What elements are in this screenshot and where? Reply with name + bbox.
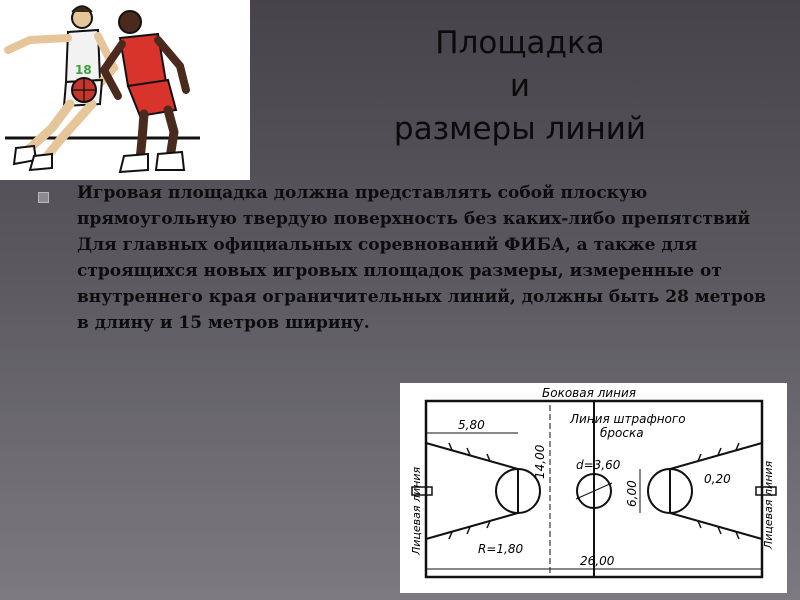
dim-width: 14,00: [533, 444, 547, 479]
bullet-icon: [38, 192, 49, 203]
player-red: [104, 11, 186, 172]
right-key: [670, 443, 762, 539]
title-line-3: размеры линий: [393, 111, 647, 147]
player-white: [8, 6, 114, 170]
court-diagram: [400, 383, 787, 593]
title-line-1: Площадка: [435, 25, 605, 61]
body-paragraph: Игровая площадка должна представлять собой плоскую прямоугольную твердую поверхность без каких-либо препятствий Для главных официальных соревнований ФИБА, а также для строящихся новых игровых площадок размеры, измеренные от внутреннего края ограничительных линий, должны быть 28 метров в длину и 15 метров ширину.: [77, 183, 766, 333]
jersey-number: 18: [75, 63, 92, 77]
left-key: [426, 443, 518, 539]
dim-circle: d=3,60: [576, 458, 621, 472]
dim-radius: R=1,80: [478, 542, 524, 556]
basketball-players-illustration: [0, 0, 250, 180]
freethrow-label-2: броска: [600, 426, 644, 440]
dim-offset: 0,20: [704, 472, 731, 486]
title-line-2: и: [509, 68, 531, 104]
endline-right-label: Лицевая линия: [762, 460, 775, 549]
endline-left-label: Лицевая линия: [410, 466, 423, 555]
slide-title: [360, 22, 680, 151]
freethrow-label-1: Линия штрафного: [570, 412, 686, 426]
dim-lane: 6,00: [625, 480, 639, 507]
dim-length: 26,00: [580, 554, 615, 568]
sideline-label: Боковая линия: [542, 386, 636, 400]
dim-key-length: 5,80: [458, 418, 485, 432]
